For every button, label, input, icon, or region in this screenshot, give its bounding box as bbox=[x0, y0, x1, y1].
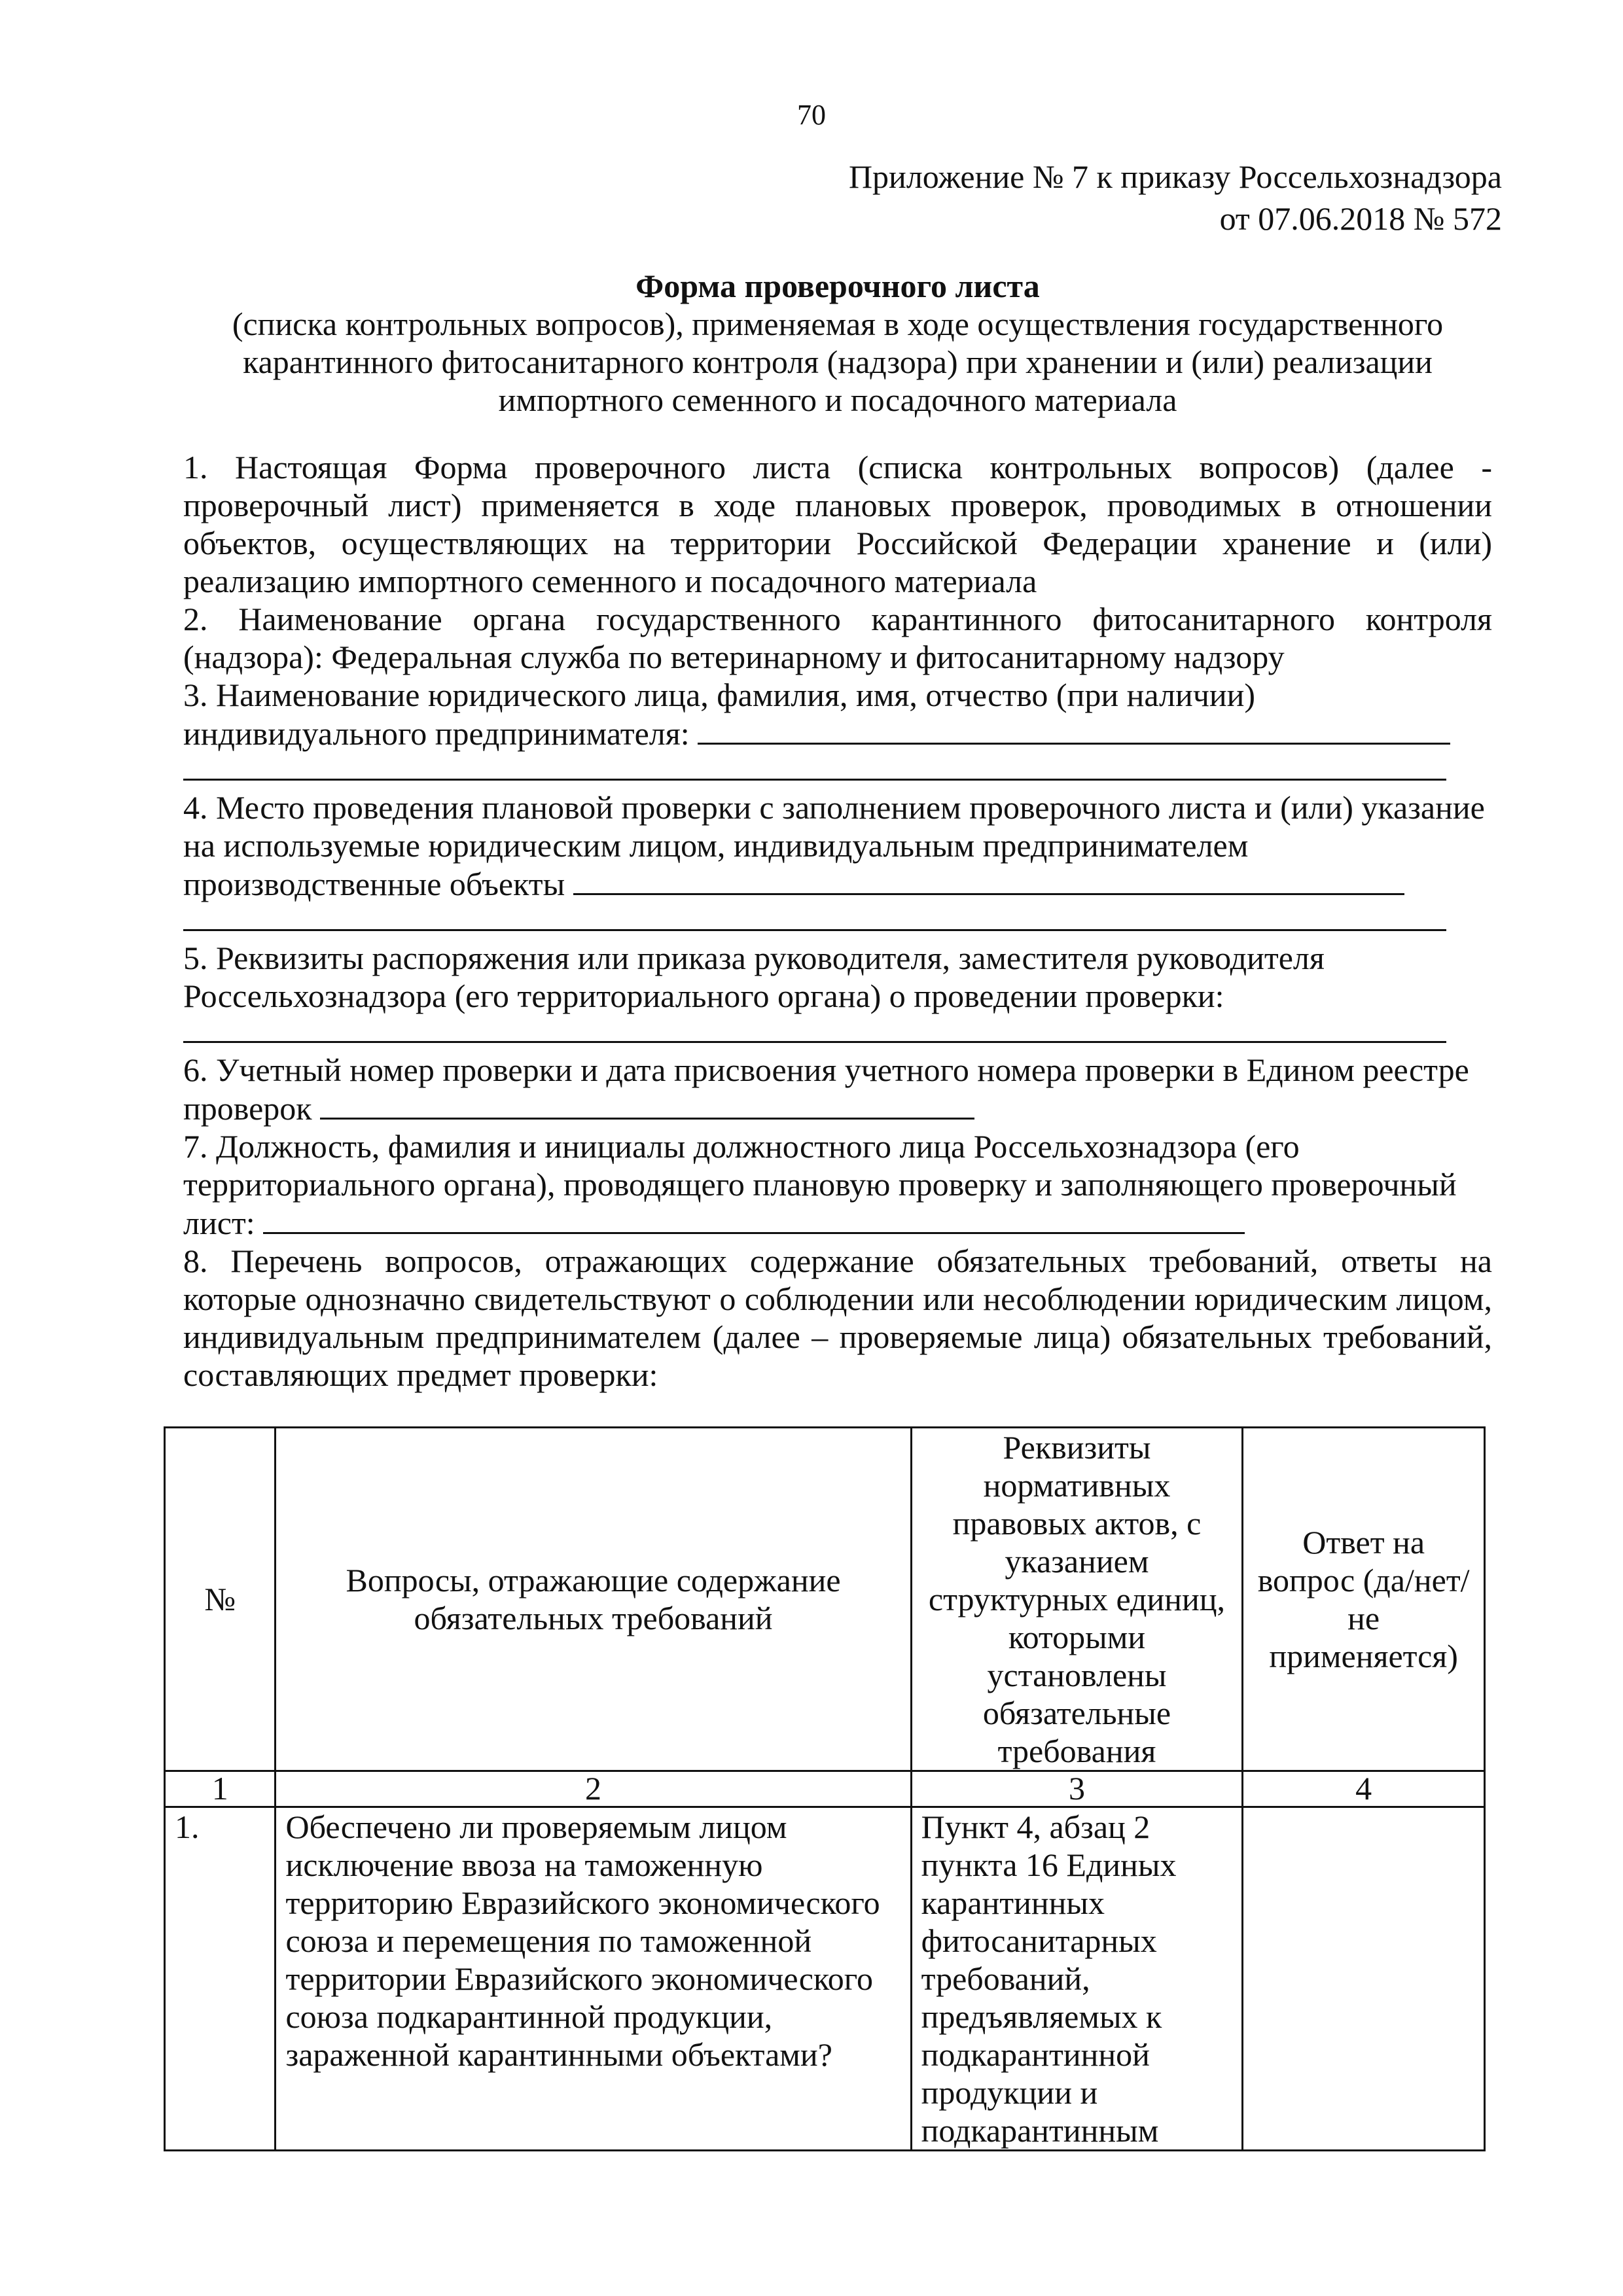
paragraph-7 bbox=[183, 1127, 1492, 1242]
paragraph-4-text: 4. Место проведения плановой проверки с заполнением проверочного листа и (или) указание на используемые юридическим лицом, индивидуальным предпринимателем производственные объекты bbox=[183, 789, 1485, 902]
appendix-line: Приложение № 7 к приказу Россельхознадзора bbox=[848, 158, 1502, 195]
form-title-sub: (списка контрольных вопросов), применяемая в ходе осуществления государственного карантинного фитосанитарного контроля (надзора) при хранении и (или) реализации импортного семенного и посадочного материала bbox=[232, 306, 1444, 418]
page-number: 70 bbox=[797, 99, 826, 131]
table-column-numbers-row bbox=[165, 1771, 1485, 1807]
row-question: Обеспечено ли проверяемым лицом исключение ввоза на таможенную территорию Евразийского экономического союза и перемещения по таможенной территории Евразийского экономического союза подкарантинной продукции, зараженной карантинными объектами? bbox=[276, 1807, 911, 2151]
paragraph-6 bbox=[183, 1051, 1492, 1127]
registry-number-field[interactable] bbox=[320, 1089, 974, 1120]
inspection-place-field-line2[interactable] bbox=[183, 903, 1446, 931]
table-header-row bbox=[165, 1428, 1485, 1771]
column-number: 1 bbox=[165, 1771, 276, 1807]
paragraph-5-text: 5. Реквизиты распоряжения или приказа руководителя, заместителя руководителя Россельхознадзора (его территориального органа) о проведении проверки: bbox=[183, 940, 1325, 1014]
table-row bbox=[165, 1807, 1485, 2151]
checklist-table bbox=[164, 1426, 1486, 2151]
order-requisites-field[interactable] bbox=[183, 1015, 1446, 1043]
column-number: 2 bbox=[276, 1771, 911, 1807]
row-requisite: Пункт 4, абзац 2 пункта 16 Единых карантинных фитосанитарных требований, предъявляемых к подкарантинной продукции и подкарантинным bbox=[911, 1807, 1243, 2151]
row-answer-cell[interactable] bbox=[1243, 1807, 1485, 2151]
header-questions: Вопросы, отражающие содержание обязательных требований bbox=[276, 1428, 911, 1771]
paragraph-6-text: 6. Учетный номер проверки и дата присвоения учетного номера проверки в Едином реестре проверок bbox=[183, 1051, 1469, 1127]
paragraph-7-text: 7. Должность, фамилия и инициалы должностного лица Россельхознадзора (его территориального органа), проводящего плановую проверку и заполняющего проверочный лист: bbox=[183, 1128, 1457, 1241]
appendix-reference bbox=[849, 156, 1502, 239]
inspection-place-field[interactable] bbox=[573, 864, 1404, 895]
row-number: 1. bbox=[165, 1807, 276, 2151]
form-body bbox=[183, 448, 1492, 1394]
paragraph-8: 8. Перечень вопросов, отражающих содержание обязательных требований, ответы на которые однозначно свидетельствуют о соблюдении или несоблюдении юридическим лицом, индивидуальным предпринимателем (далее – проверяемые лица) обязательных требований, составляющих предмет проверки: bbox=[183, 1243, 1492, 1393]
form-title-main: Форма проверочного листа bbox=[635, 268, 1040, 304]
header-answer: Ответ на вопрос (да/нет/не применяется) bbox=[1243, 1428, 1485, 1771]
header-number: № bbox=[165, 1428, 276, 1771]
paragraph-5 bbox=[183, 939, 1492, 1015]
paragraph-3-text: 3. Наименование юридического лица, фамилия, имя, отчество (при наличии) индивидуального предпринимателя: bbox=[183, 677, 1256, 752]
inspector-name-field[interactable] bbox=[263, 1203, 1245, 1234]
appendix-order-date: от 07.06.2018 № 572 bbox=[1219, 200, 1502, 237]
paragraph-1: 1. Настоящая Форма проверочного листа (списка контрольных вопросов) (далее - проверочный лист) применяется в ходе плановых проверок, проводимых в отношении объектов, осуществляющих на территории Российской Федерации хранение и (или) реализацию импортного семенного и посадочного материала bbox=[183, 449, 1492, 599]
column-number: 4 bbox=[1243, 1771, 1485, 1807]
paragraph-3 bbox=[183, 676, 1492, 752]
paragraph-2: 2. Наименование органа государственного карантинного фитосанитарного контроля (надзора): Федеральная служба по ветеринарному и фитосанитарному надзору bbox=[183, 601, 1492, 675]
column-number: 3 bbox=[911, 1771, 1243, 1807]
paragraph-4 bbox=[183, 788, 1492, 903]
form-title bbox=[183, 267, 1492, 419]
legal-entity-name-field-line2[interactable] bbox=[183, 752, 1446, 781]
legal-entity-name-field[interactable] bbox=[698, 714, 1450, 745]
header-requisites: Реквизиты нормативных правовых актов, с указанием структурных единиц, которыми установлены обязательные требования bbox=[911, 1428, 1243, 1771]
